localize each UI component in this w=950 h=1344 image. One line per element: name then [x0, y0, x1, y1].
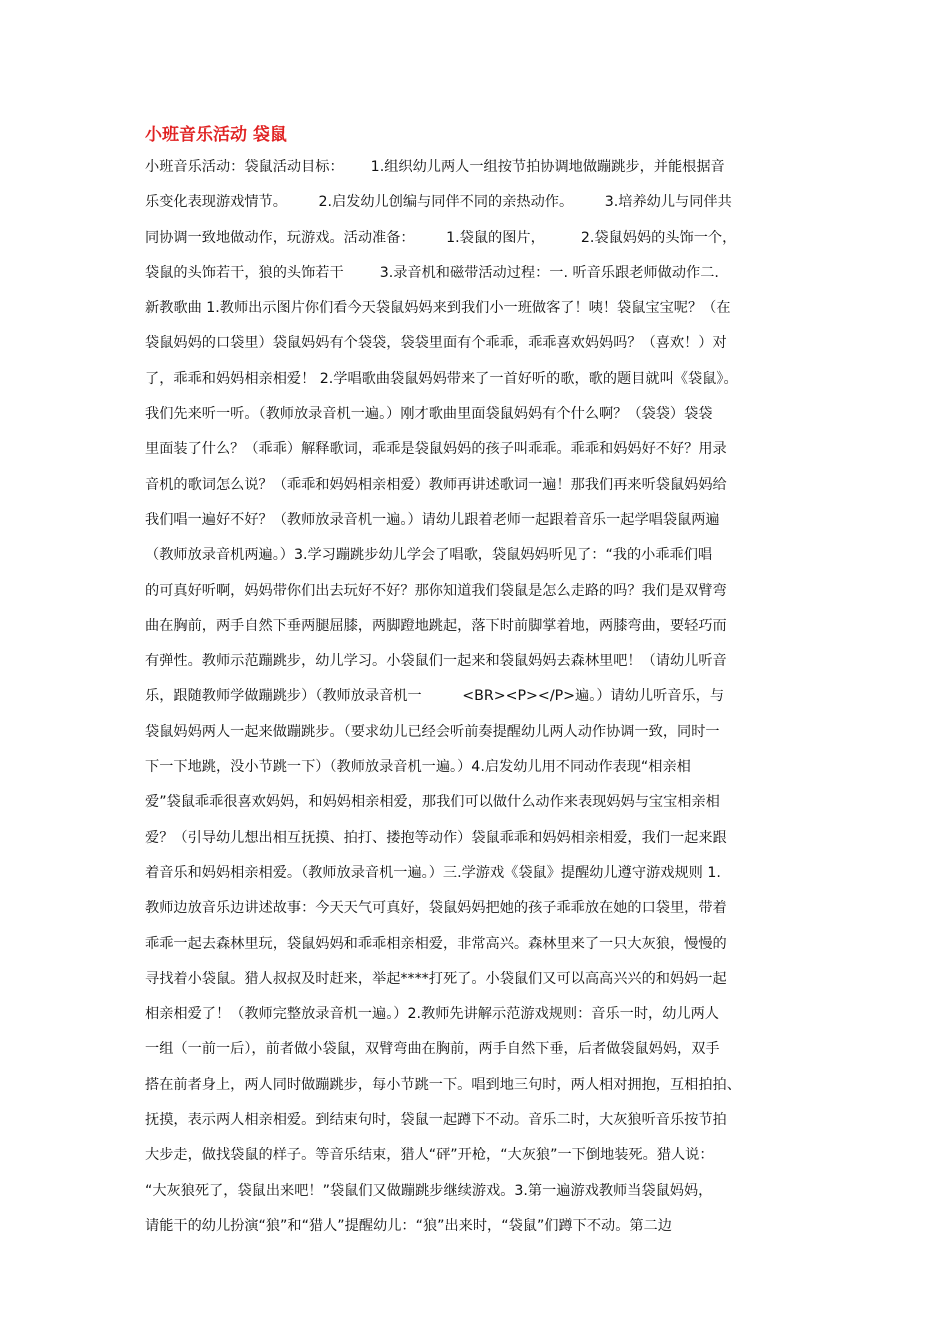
text-line: 教师边放音乐边讲述故事：今天天气可真好，袋鼠妈妈把她的孩子乖乖放在她的口袋里，带着	[145, 900, 727, 917]
text-line: 袋鼠妈妈两人一起来做蹦跳步。（要求幼儿已经会听前奏提醒幼儿两人动作协调一致，同时一	[145, 723, 720, 740]
text-line: 爱？（引导幼儿想出相互抚摸、拍打、搂抱等动作）袋鼠乖乖和妈妈相亲相爱，我们一起来跟	[145, 829, 727, 846]
text-line: 搭在前者身上，两人同时做蹦跳步，每小节跳一下。唱到地三句时，两人相对拥抱，互相拍拍、	[145, 1076, 741, 1093]
text-line: 一组（一前一后），前者做小袋鼠，双臂弯曲在胸前，两手自然下垂，后者做袋鼠妈妈，双手	[145, 1041, 720, 1058]
text-line: 乐变化表现游戏情节。 2.启发幼儿创编与同伴不同的亲热动作。 3.培养幼儿与同伴共	[145, 194, 732, 211]
text-line: 着音乐和妈妈相亲相爱。（教师放录音机一遍。）三.学游戏《袋鼠》提醒幼儿遵守游戏规则 1.	[145, 864, 721, 881]
text-line: 了，乖乖和妈妈相亲相爱！ 2.学唱歌曲袋鼠妈妈带来了一首好听的歌，歌的题目就叫《袋鼠》。	[145, 370, 738, 387]
text-line: 请能干的幼儿扮演“狼”和“猎人”提醒幼儿：“狼”出来时，“袋鼠”们蹲下不动。第二边	[145, 1217, 672, 1234]
document-title: 小班音乐活动 袋鼠	[145, 125, 287, 145]
text-line: 我们唱一遍好不好？（教师放录音机一遍。）请幼儿跟着老师一起跟着音乐一起学唱袋鼠两遍	[145, 511, 720, 528]
text-line: 乐，跟随教师学做蹦跳步）（教师放录音机一 <BR><P></P>遍。）请幼儿听音乐，与	[145, 688, 725, 705]
text-line: 小班音乐活动：袋鼠活动目标： 1.组织幼儿两人一组按节拍协调地做蹦跳步，并能根据音	[145, 159, 725, 175]
text-line: 音机的歌词怎么说？（乖乖和妈妈相亲相爱）教师再讲述歌词一遍！那我们再来听袋鼠妈妈给	[145, 476, 727, 493]
text-line: 的可真好听啊，妈妈带你们出去玩好不好？那你知道我们袋鼠是怎么走路的吗？我们是双臂弯	[145, 582, 727, 599]
text-line: 有弹性。教师示范蹦跳步，幼儿学习。小袋鼠们一起来和袋鼠妈妈去森林里吧！（请幼儿听音	[145, 653, 727, 670]
text-line: 相亲相爱了！（教师完整放录音机一遍。）2.教师先讲解示范游戏规则：音乐一时，幼儿两人	[145, 1006, 719, 1023]
text-line: 下一下地跳，没小节跳一下）（教师放录音机一遍。）4.启发幼儿用不同动作表现“相亲相	[145, 759, 691, 776]
text-line: （教师放录音机两遍。）3.学习蹦跳步幼儿学会了唱歌，袋鼠妈妈听见了：“我的小乖乖们唱	[145, 547, 713, 564]
text-line: 爱”袋鼠乖乖很喜欢妈妈，和妈妈相亲相爱，那我们可以做什么动作来表现妈妈与宝宝相亲相	[145, 794, 720, 811]
text-line: 曲在胸前，两手自然下垂两腿屈膝，两脚蹬地跳起，落下时前脚掌着地，两膝弯曲，要轻巧而	[145, 617, 727, 634]
document-text	[145, 154, 810, 1248]
text-line: 袋鼠的头饰若干，狼的头饰若干 3.录音机和磁带活动过程：一. 听音乐跟老师做动作二.	[145, 264, 719, 281]
document-body	[145, 122, 810, 1248]
text-line: 我们先来听一听。（教师放录音机一遍。）刚才歌曲里面袋鼠妈妈有个什么啊？（袋袋）袋袋	[145, 406, 713, 423]
text-line: 乖乖一起去森林里玩，袋鼠妈妈和乖乖相亲相爱，非常高兴。森林里来了一只大灰狼，慢慢的	[145, 935, 727, 952]
text-line: 寻找着小袋鼠。猎人叔叔及时赶来，举起****打死了。小袋鼠们又可以高高兴兴的和妈妈一起	[145, 970, 727, 987]
text-line: 抚摸，表示两人相亲相爱。到结束句时，袋鼠一起蹲下不动。音乐二时，大灰狼听音乐按节拍	[145, 1112, 727, 1129]
text-line: 同协调一致地做动作，玩游戏。活动准备： 1.袋鼠的图片， 2.袋鼠妈妈的头饰一个，	[145, 229, 737, 246]
text-line: 里面装了什么？（乖乖）解释歌词，乖乖是袋鼠妈妈的孩子叫乖乖。乖乖和妈妈好不好？用录	[145, 441, 727, 458]
text-line: 袋鼠妈妈的口袋里）袋鼠妈妈有个袋袋，袋袋里面有个乖乖，乖乖喜欢妈妈吗？（喜欢！）对	[145, 335, 727, 352]
text-line: “大灰狼死了，袋鼠出来吧！”袋鼠们又做蹦跳步继续游戏。3.第一遍游戏教师当袋鼠妈妈，	[145, 1182, 713, 1199]
text-line: 大步走，做找袋鼠的样子。等音乐结束，猎人“砰”开枪，“大灰狼”一下倒地装死。猎人说：	[145, 1147, 714, 1164]
text-line: 新教歌曲 1.教师出示图片你们看今天袋鼠妈妈来到我们小一班做客了！咦！袋鼠宝宝呢？（在	[145, 300, 731, 317]
